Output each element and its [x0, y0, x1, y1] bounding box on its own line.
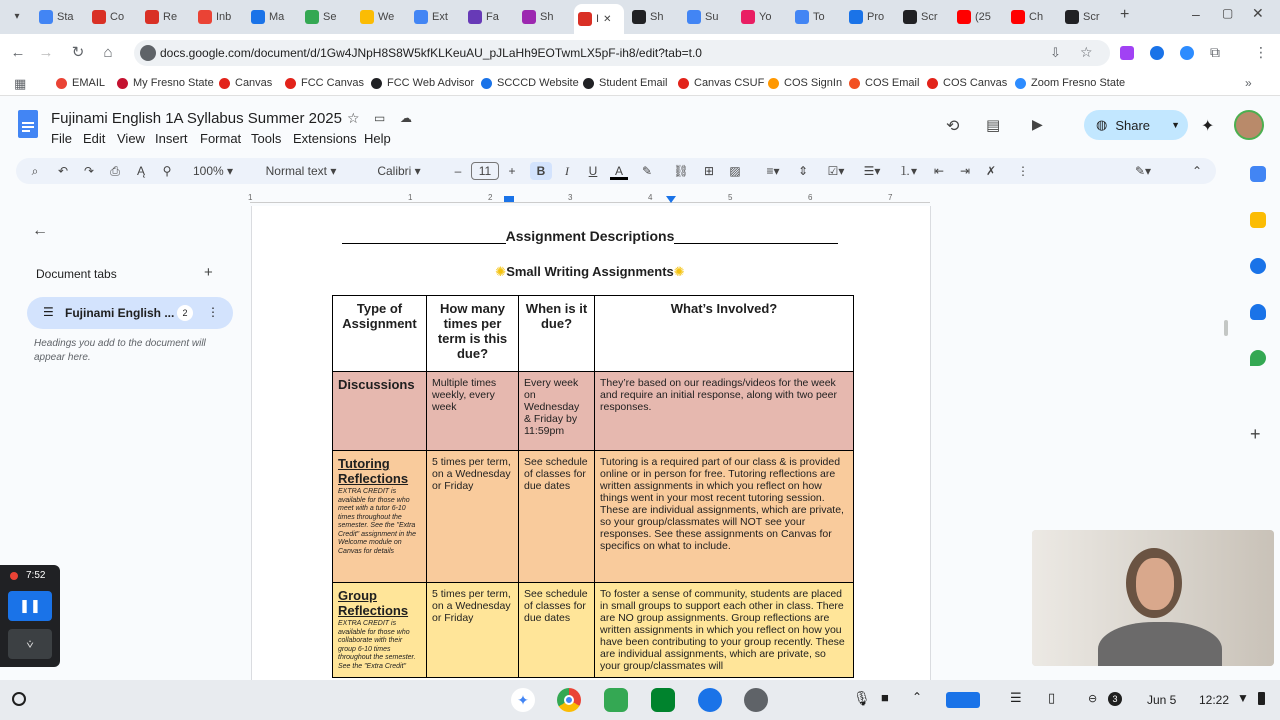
battery-icon[interactable]	[1258, 692, 1265, 705]
browser-tab[interactable]	[791, 5, 839, 29]
tab-favicon-icon	[1011, 10, 1025, 24]
tab-label: Su	[705, 11, 719, 23]
bookmark-label: FCC Canvas	[301, 77, 364, 89]
cloud-status-icon: ☁	[400, 111, 412, 125]
bookmark-label: SCCCD Website	[497, 77, 579, 89]
subheading-text: Small Writing Assignments	[506, 264, 674, 279]
bookmark-item[interactable]	[678, 77, 764, 89]
person-body	[1098, 622, 1222, 666]
table-cell: Multiple times weekly, every week	[427, 372, 519, 451]
tab-favicon-icon	[145, 10, 159, 24]
bookmark-item[interactable]	[285, 77, 364, 89]
camera-icon[interactable]: ■	[881, 690, 889, 705]
insert-image-icon[interactable]: ▨	[729, 164, 741, 178]
tab-favicon-icon	[92, 10, 106, 24]
table-cell: They’re based on our readings/videos for the week and require an initial response, along with two peer responses.	[595, 372, 854, 451]
document-tabs-title: Document tabs	[36, 267, 117, 281]
tab-label: To	[813, 11, 825, 23]
bookmark-favicon-icon	[56, 78, 67, 89]
browser-toolbar	[0, 34, 1280, 72]
taskbar-time[interactable]: 12:22	[1199, 693, 1230, 707]
bookmark-favicon-icon	[678, 78, 689, 89]
font-size-input[interactable]: 11	[471, 162, 499, 180]
tab-label: Re	[163, 11, 178, 23]
editing-mode-icon[interactable]: ✎▾	[1134, 164, 1152, 178]
bookmark-star-icon[interactable]: ☆	[1080, 44, 1093, 60]
sparkle-icon: ✺	[673, 264, 685, 279]
more-options-icon[interactable]: ⋮	[1017, 164, 1029, 178]
bookmark-item[interactable]	[927, 77, 1007, 89]
browser-tab[interactable]	[628, 5, 676, 29]
table-header-cell: How many times per term is this due?	[427, 296, 519, 372]
do-not-disturb-icon[interactable]: ⊖	[1088, 693, 1098, 705]
bookmark-label: Canvas CSUF	[694, 77, 765, 89]
tab-favicon-icon	[360, 10, 374, 24]
assignments-table	[332, 295, 854, 678]
table-cell: To foster a sense of community, students are placed in small groups to support each other in class. There are NO group assignments. Group reflections are written assignments in which you reflect on how you have been contributing to your group recently. These are individual assignments, which are private, so your group/classmates will	[595, 583, 854, 678]
numbered-list-icon[interactable]: ⒈▾	[898, 164, 918, 178]
tab-favicon-icon	[957, 10, 971, 24]
star-icon[interactable]: ☆	[347, 110, 360, 126]
contacts-icon[interactable]	[1250, 304, 1266, 320]
extra-credit-note: EXTRA CREDIT is available for those who meet with a tutor 6-10 times throughout the semester. See the "Extra Credit" assignment in the Welcome module on Canvas for details	[338, 488, 416, 555]
table-header-cell: What’s Involved?	[595, 296, 854, 372]
tab-options-icon[interactable]: ⋮	[207, 305, 219, 319]
decrease-size-icon[interactable]: –	[454, 164, 462, 178]
bookmark-label: Canvas	[235, 77, 273, 89]
extension-icon[interactable]	[1120, 46, 1134, 60]
globe-icon: ◍	[1096, 117, 1108, 132]
browser-tab[interactable]	[194, 5, 242, 29]
subheading	[332, 264, 848, 280]
home-icon[interactable]: ⌂	[103, 44, 113, 61]
heading-underline	[674, 230, 838, 244]
table-header-cell: When is it due?	[519, 296, 595, 372]
tab-favicon-icon	[305, 10, 319, 24]
bold-button[interactable]: B	[530, 162, 552, 180]
tab-favicon-icon	[251, 10, 265, 24]
tab-favicon-icon	[414, 10, 428, 24]
tab-label: Pro	[867, 11, 885, 23]
zoom-select[interactable]: 100% ▾	[192, 164, 234, 178]
bookmark-item[interactable]	[1015, 77, 1125, 89]
bookmark-favicon-icon	[583, 78, 594, 89]
tab-count-badge: 2	[177, 305, 193, 321]
back-icon[interactable]: ←	[10, 44, 26, 61]
browser-tab[interactable]	[683, 5, 731, 29]
browser-tab[interactable]	[953, 5, 1001, 29]
ruler-number: 3	[568, 193, 573, 202]
extensions-puzzle-icon[interactable]: ⧉	[1210, 44, 1220, 60]
assignment-type: Tutoring Reflections	[338, 456, 409, 486]
launcher-icon[interactable]	[12, 692, 26, 706]
menu-insert[interactable]: Insert	[155, 131, 188, 146]
table-header-cell: Type of Assignment	[333, 296, 427, 372]
paint-format-icon[interactable]: ⚲	[162, 164, 172, 178]
tab-label: Sh	[540, 11, 554, 23]
tab-label: Sh	[650, 11, 664, 23]
share-label: Share	[1115, 117, 1151, 133]
tab-label: Scr	[921, 11, 938, 23]
increase-indent-icon[interactable]: ⇥	[959, 164, 971, 178]
browser-tab[interactable]	[35, 5, 83, 29]
browser-menu-icon[interactable]: ⋮	[1254, 44, 1268, 60]
bookmark-label: Student Email	[599, 77, 668, 89]
table-cell: Every week on Wednesday & Friday by 11:59pm	[519, 372, 595, 451]
text-color-button[interactable]: A	[610, 162, 628, 180]
version-history-icon[interactable]: ⟲	[946, 118, 960, 135]
maximize-icon[interactable]: ▢	[1222, 6, 1234, 20]
document-title[interactable]: Fujinami English 1A Syllabus Summer 2025	[51, 110, 342, 127]
assignment-type: Group Reflections	[338, 588, 409, 618]
tab-favicon-icon	[468, 10, 482, 24]
bookmark-favicon-icon	[768, 78, 779, 89]
recorder-logo-icon[interactable]: ⩒	[8, 629, 52, 659]
tab-favicon-icon	[522, 10, 536, 24]
table-cell: 5 times per term, on a Wednesday or Friday	[427, 583, 519, 678]
menu-help[interactable]: Help	[364, 131, 391, 146]
bookmark-item[interactable]	[849, 77, 919, 89]
address-bar[interactable]	[134, 40, 1110, 66]
tab-label: We	[378, 11, 395, 23]
calendar-icon[interactable]	[1250, 166, 1266, 182]
table-cell: See schedule of classes for due dates	[519, 583, 595, 678]
tab-label: Co	[110, 11, 125, 23]
browser-tab[interactable]	[88, 5, 136, 29]
table-row	[333, 372, 854, 451]
checklist-icon[interactable]: ☑▾	[827, 164, 845, 178]
tasks-icon[interactable]	[1250, 258, 1266, 274]
extension-icon[interactable]	[1150, 46, 1164, 60]
table-cell: Tutoring is a required part of our class & is provided online or in person for free. Tutoring reflections are written assignments in which you reflect on how things went in your most recent tutoring session. These are individual assignments, which are private, so your group/classmates will NOT see your responses. See these assignments on Canvas for specifics on what to include.	[595, 451, 854, 583]
align-icon[interactable]: ≡▾	[766, 164, 780, 178]
table-cell	[333, 583, 427, 678]
bookmark-favicon-icon	[219, 78, 230, 89]
bookmark-favicon-icon	[481, 78, 492, 89]
collapse-menus-icon[interactable]: ⌃	[1191, 164, 1203, 178]
document-tab-icon: ☰	[43, 305, 54, 319]
tab-favicon-icon	[849, 10, 863, 24]
underline-button[interactable]: U	[588, 164, 598, 178]
settings-app-icon[interactable]	[744, 688, 768, 712]
tab-favicon-icon	[741, 10, 755, 24]
tab-label: Se	[323, 11, 337, 23]
site-info-icon[interactable]	[140, 45, 156, 61]
table-row	[333, 583, 854, 678]
gemini-app-icon[interactable]: ✦	[511, 688, 535, 712]
right-indent-marker[interactable]	[666, 196, 676, 203]
get-add-ons-icon[interactable]: +	[1250, 424, 1261, 444]
screen-capture-icon[interactable]	[946, 692, 980, 708]
forward-icon[interactable]: →	[38, 44, 54, 61]
meet-icon[interactable]: ▶	[1032, 116, 1043, 132]
browser-tab[interactable]	[356, 5, 404, 29]
table-cell	[333, 451, 427, 583]
ruler-number: 1	[248, 193, 253, 202]
bookmark-favicon-icon	[117, 78, 128, 89]
gemini-icon[interactable]: ✦	[1201, 118, 1215, 135]
document-page[interactable]	[251, 206, 931, 680]
browser-tab[interactable]	[574, 4, 624, 34]
add-comment-icon[interactable]: ⊞	[703, 164, 715, 178]
bookmark-label: COS Canvas	[943, 77, 1008, 89]
browser-tab[interactable]	[1061, 5, 1109, 29]
heading-text: Assignment Descriptions	[505, 228, 675, 244]
bookmark-favicon-icon	[371, 78, 382, 89]
sidebar-tab-item[interactable]	[27, 297, 233, 329]
browser-tab-strip	[0, 0, 1280, 34]
browser-tab[interactable]	[410, 5, 458, 29]
browser-tab[interactable]	[518, 5, 566, 29]
bookmark-label: COS Email	[865, 77, 920, 89]
browser-tab[interactable]	[301, 5, 349, 29]
chevron-down-icon[interactable]: ▼	[1171, 120, 1180, 130]
browser-tab[interactable]	[1007, 5, 1055, 29]
print-icon[interactable]: ⎙	[110, 164, 120, 178]
docs-header	[0, 96, 1280, 156]
font-value: Calibri	[377, 164, 412, 178]
bookmark-label: EMAIL	[72, 77, 106, 89]
tab-favicon-icon	[39, 10, 53, 24]
search-menus-icon[interactable]: ⌕	[31, 164, 39, 178]
highlight-icon[interactable]: ✎	[641, 164, 653, 178]
table-cell	[333, 372, 427, 451]
webcam-overlay	[1032, 530, 1274, 666]
table-header-row	[333, 296, 854, 372]
close-tab-icon[interactable]: ✕	[603, 13, 612, 25]
menu-extensions[interactable]: Extensions	[293, 131, 357, 146]
extension-icon[interactable]	[1180, 46, 1194, 60]
indent-marker[interactable]	[504, 196, 514, 202]
assignment-type: Discussions	[338, 377, 415, 392]
keep-icon[interactable]	[1250, 212, 1266, 228]
line-spacing-icon[interactable]: ⇕	[797, 164, 809, 178]
ruler-number: 7	[888, 193, 893, 202]
tab-favicon-icon	[687, 10, 701, 24]
more-bookmarks-icon[interactable]: »	[1245, 76, 1252, 90]
tab-search-button[interactable]: ▾	[14, 11, 20, 22]
meet-app-icon[interactable]	[651, 688, 675, 712]
taskbar-date[interactable]: Jun 5	[1147, 693, 1177, 707]
person-face	[1136, 558, 1174, 610]
table-cell: See schedule of classes for due dates	[519, 451, 595, 583]
reload-icon[interactable]: ↻	[71, 44, 85, 61]
add-tab-icon[interactable]: +	[204, 264, 213, 281]
tab-favicon-icon	[903, 10, 917, 24]
apps-grid-icon[interactable]: ▦	[14, 76, 27, 91]
tab-label: Sta	[57, 11, 74, 23]
tab-label: Fa	[486, 11, 499, 23]
bookmarks-bar	[0, 72, 1280, 96]
chrome-app-icon[interactable]	[557, 688, 581, 712]
increase-size-icon[interactable]: +	[508, 164, 516, 178]
ruler-number: 6	[808, 193, 813, 202]
ruler-number: 5	[728, 193, 733, 202]
bookmark-favicon-icon	[849, 78, 860, 89]
menu-format[interactable]: Format	[200, 131, 242, 146]
bookmark-favicon-icon	[285, 78, 296, 89]
formatting-toolbar	[16, 158, 1216, 184]
decrease-indent-icon[interactable]: ⇤	[933, 164, 945, 178]
bookmark-label: Zoom Fresno State	[1031, 77, 1126, 89]
tab-favicon-icon	[795, 10, 809, 24]
sheets-app-icon[interactable]	[604, 688, 628, 712]
tab-favicon-icon	[198, 10, 212, 24]
tab-label: Ext	[432, 11, 448, 23]
install-icon[interactable]: ⇩	[1050, 45, 1061, 60]
pause-button[interactable]: ❚❚	[8, 591, 52, 621]
move-folder-icon[interactable]: ▭	[374, 111, 386, 125]
browser-tab[interactable]	[737, 5, 785, 29]
recording-time: 7:52	[26, 570, 46, 581]
ruler-number: 2	[488, 193, 493, 202]
avatar[interactable]	[1234, 110, 1264, 140]
ruler-number: 4	[648, 193, 653, 202]
tab-label: I	[596, 13, 600, 25]
sparkle-icon: ✺	[495, 264, 507, 279]
sidebar-tab-label: Fujinami English ...	[65, 306, 175, 320]
bookmark-item[interactable]	[768, 77, 842, 89]
ruler-number: 1	[408, 193, 413, 202]
bookmark-label: My Fresno State	[133, 77, 214, 89]
messages-app-icon[interactable]	[698, 688, 722, 712]
recording-dot-icon	[10, 572, 18, 580]
scrollbar-thumb[interactable]	[1224, 320, 1228, 336]
tab-label: Ch	[1029, 11, 1044, 23]
share-button[interactable]	[1084, 110, 1188, 140]
clear-formatting-icon[interactable]: ✗	[985, 164, 997, 178]
section-heading	[332, 228, 848, 244]
microphone-icon[interactable]: 🎙	[853, 690, 871, 706]
docs-logo-icon[interactable]	[18, 110, 38, 138]
bookmark-item[interactable]	[481, 77, 579, 89]
wifi-icon[interactable]: ▼	[1237, 691, 1249, 705]
bookmark-label: COS SignIn	[784, 77, 843, 89]
font-select[interactable]: Calibri ▾	[377, 164, 421, 178]
spellcheck-icon[interactable]: Ą	[136, 164, 145, 178]
tab-label: Inb	[216, 11, 232, 23]
redo-icon[interactable]: ↷	[83, 164, 95, 178]
browser-tab[interactable]	[141, 5, 189, 29]
table-cell: 5 times per term, on a Wednesday or Friday	[427, 451, 519, 583]
tab-label: (25	[975, 11, 991, 23]
sidebar-hint: Headings you add to the document will appear here.	[34, 338, 206, 363]
ruler[interactable]	[250, 192, 930, 206]
chevron-up-icon[interactable]: ⌃	[912, 690, 923, 704]
bookmark-favicon-icon	[1015, 78, 1026, 89]
bookmark-item[interactable]	[117, 77, 214, 89]
tab-favicon-icon	[632, 10, 646, 24]
menu-edit[interactable]: Edit	[83, 131, 106, 146]
zoom-value: 100%	[192, 164, 224, 178]
link-icon[interactable]: ⛓	[673, 164, 689, 178]
tab-label: Yo	[759, 11, 772, 23]
bulleted-list-icon[interactable]: ☰▾	[863, 164, 881, 178]
maps-icon[interactable]	[1250, 350, 1266, 366]
bookmark-label: FCC Web Advisor	[387, 77, 475, 89]
bookmark-item[interactable]	[371, 77, 474, 89]
os-taskbar	[0, 680, 1280, 720]
bookmark-favicon-icon	[927, 78, 938, 89]
notification-count-badge[interactable]: 3	[1108, 692, 1122, 706]
bookmark-item[interactable]	[56, 77, 105, 89]
url-text: docs.google.com/document/d/1Gw4JNpH8S8W5kfKLKeuAU_pJLaHh9EOTwmLX5pF-ih8/edit?tab=t.0	[160, 46, 702, 60]
comments-icon[interactable]: ▤	[986, 117, 1001, 134]
menu-file[interactable]: File	[51, 131, 72, 146]
close-window-icon[interactable]: ✕	[1252, 5, 1264, 21]
undo-icon[interactable]: ↶	[57, 164, 69, 178]
tab-label: Scr	[1083, 11, 1100, 23]
tab-favicon-icon	[1065, 10, 1079, 24]
back-arrow-icon[interactable]: ←	[32, 222, 48, 239]
tab-favicon-icon	[578, 12, 592, 26]
minimize-icon[interactable]: –	[1192, 6, 1200, 22]
new-tab-icon[interactable]: +	[1120, 6, 1130, 23]
browser-tab[interactable]	[899, 5, 947, 29]
browser-tab[interactable]	[247, 5, 295, 29]
style-value: Normal text	[265, 164, 327, 178]
tab-label: Ma	[269, 11, 285, 23]
style-select[interactable]: Normal text ▾	[265, 164, 337, 178]
browser-tab[interactable]	[464, 5, 512, 29]
browser-tab[interactable]	[845, 5, 893, 29]
screen-recorder-widget	[0, 565, 60, 667]
italic-button[interactable]: I	[565, 164, 569, 178]
table-row	[333, 451, 854, 583]
bookmark-item[interactable]	[219, 77, 272, 89]
extra-credit-note: EXTRA CREDIT is available for those who collaborate with their group 6-10 times throughout the semester. See the "Extra Credit"	[338, 620, 416, 670]
bookmark-item[interactable]	[583, 77, 667, 89]
clipboard-icon[interactable]: ☰	[1010, 690, 1022, 705]
heading-underline	[342, 230, 506, 244]
menu-view[interactable]: View	[117, 131, 145, 146]
menu-tools[interactable]: Tools	[251, 131, 282, 146]
phone-hub-icon[interactable]: ▯	[1048, 690, 1056, 705]
